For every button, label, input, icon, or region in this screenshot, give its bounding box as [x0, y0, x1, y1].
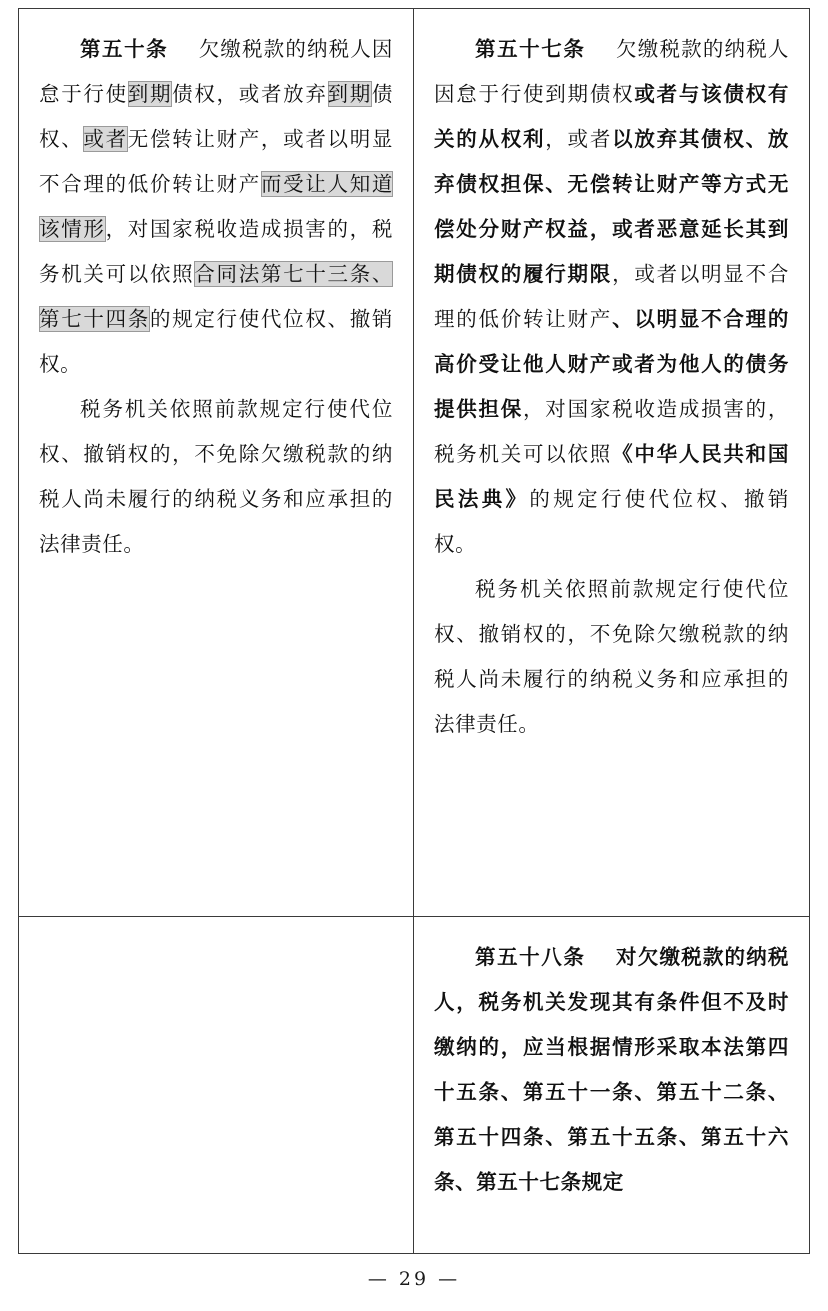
text-run: 无偿转让财产，或者以明显不合理的低价转让财产: [39, 127, 394, 196]
text-run: ，对国家税收造成损害的，税务机关可以依照: [434, 397, 789, 466]
page-number: — 29 —: [367, 1268, 461, 1290]
bold-run: 、以明显不合理的高价受让他人财产或者为他人的债务提供担保: [434, 307, 789, 421]
text-run: 欠缴税款的纳税人因怠于行使到期债权: [434, 37, 789, 106]
text-run: ，对国家税收造成损害的，税务机关可以依照: [39, 217, 393, 286]
text-run: ，或者以明显不合理的低价转让财产: [434, 262, 789, 331]
highlight-run: 到期: [327, 82, 372, 106]
paragraph-article-50: [39, 27, 393, 387]
highlight-run: 合同法第七十三条、第七十四条: [39, 262, 394, 331]
highlight-run: 而受让人知道该情形: [39, 172, 394, 241]
highlight-run: 或者: [83, 127, 128, 151]
text-run: 的规定行使代位权、撤销权。: [434, 487, 789, 556]
paragraph-article-58: [434, 935, 789, 1205]
table-row: [19, 917, 809, 1253]
paragraph-article-50-clause-2: [39, 387, 393, 567]
table-cell-right-new-law: [414, 9, 809, 916]
comparison-table: [18, 8, 810, 1254]
bold-run: 等方式无偿处分财产权益，或者恶意延长其到期债权的履行期限: [434, 172, 790, 286]
text-run: 欠缴税款的纳税人因怠于行使: [39, 37, 393, 106]
paragraph-article-57-clause-2: [434, 567, 789, 747]
table-cell-left-old-law: [19, 9, 414, 916]
article-number-58: 第五十八条: [475, 945, 586, 969]
table-cell-right-article-58: [414, 917, 809, 1253]
bold-run: 或者与该债权有关的从权利: [434, 82, 789, 151]
text-run: 税务机关依照前款规定行使代位权、撤销权的，不免除欠缴税款的纳税人尚未履行的纳税义务和应承担的法律责任。: [434, 577, 789, 736]
text-run: 债权、: [39, 82, 394, 151]
table-row: [19, 9, 809, 917]
table-cell-left-empty: [19, 917, 414, 1253]
paragraph-article-57: [434, 27, 789, 567]
text-run: 税务机关依照前款规定行使代位权、撤销权的，不免除欠缴税款的纳税人尚未履行的纳税义务和应承担的法律责任。: [39, 397, 393, 556]
text-run: 债权，或者放弃: [172, 82, 328, 106]
text-run: 的规定行使代位权、撤销权。: [39, 307, 393, 376]
bold-run: 以放弃其债权、放弃债权担保、无偿转让财产: [434, 127, 789, 196]
article-number-57: 第五十七条: [475, 37, 586, 61]
highlight-run: 到期: [127, 82, 173, 106]
article-number-50: 第五十条: [80, 37, 169, 61]
bold-run: 对欠缴税款的纳税人，税务机关发现其有条件但不及时缴纳的，应当根据情形采取本法第四十五条、第五十一条、第五十二条、第五十四条、第五十五条、第五十六条、第五十七条规定: [434, 945, 789, 1194]
text-run: ，或者: [545, 127, 613, 151]
bold-run: 《中华人民共和国民法典》: [434, 442, 789, 511]
